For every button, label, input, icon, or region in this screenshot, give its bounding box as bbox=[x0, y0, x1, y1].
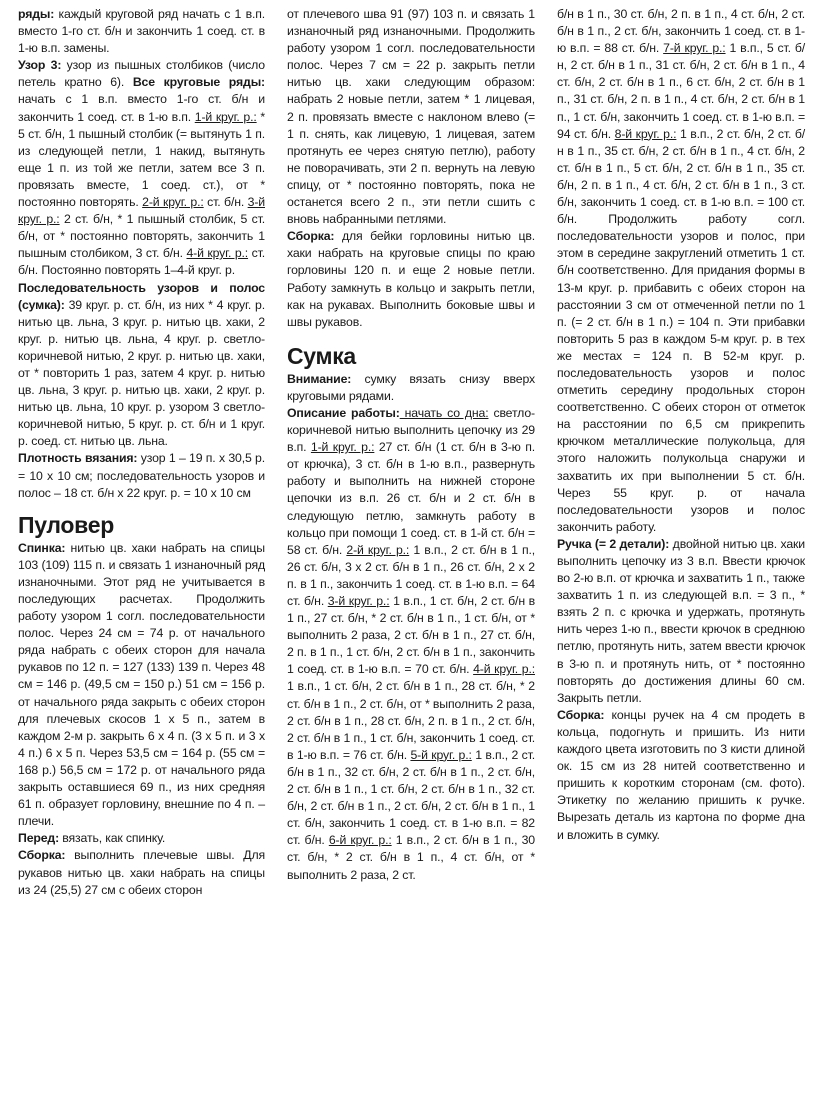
round-3-label: 3-й круг. р.: bbox=[18, 195, 265, 227]
paragraph-bag-assembly: Сборка: концы ручек на 4 см продеть в кольца, подогнуть и пришить. Из нити каждого цвета изготовить по 3 кисти длиной ок. 15 см из 28 нитей соответственно и пришить к коротким сторонам (см. фото). Этикетку по желанию пришить к ручке. Вырезать деталь из картона по форме дна и вложить в сумку. bbox=[557, 707, 805, 842]
paragraph-pattern-3: Узор 3: узор из пышных столбиков (число петель кратно 6). Все круговые ряды: начать с 1 в.п. вместо 1-го ст. б/н и закончить 1 соед. ст. в 1-ю в.п. 1-й круг. р.: * 5 ст. б/н, 1 пышный столбик (= вытянуть 1 п. из следующей петли, 1 накид, вытянуть еще 1 п. из той же петли, затем все 3 п. провязать вместе, 1 соед. ст.), от * постоянно повторять. 2-й круг. р.: ст. б/н. 3-й круг. р.: 2 ст. б/н, * 1 пышный столбик, 5 ст. б/н, от * постоянно повторять, закончить 1 пышным столбиком, 3 ст. б/н. 4-й круг. р.: ст. б/н. Постоянно повторять 1–4-й круг. р. bbox=[18, 58, 265, 278]
paragraph-front: Перед: вязать, как спинку. bbox=[18, 831, 166, 846]
label-back: Спинка: bbox=[18, 540, 66, 555]
paragraph-neckband: Сборка: для бейки горловины нитью цв. хаки набрать на круговые спицы по краю горловины 120 п. и еще 2 новые петли. Работу замкнуть в кольцо и закрыть петли, как на рукавах. Выполнить боковые швы и швы рукавов. bbox=[287, 229, 535, 329]
label-assembly: Сборка: bbox=[18, 848, 66, 863]
label-gauge: Плотность вязания: bbox=[18, 451, 138, 466]
paragraph-rows bbox=[18, 6, 265, 57]
label-pattern-3: Узор 3: bbox=[18, 58, 62, 73]
round-3-label: 3-й круг. р.: bbox=[327, 594, 390, 608]
paragraph-sleeves-cont: от плечевого шва 91 (97) 103 п. и связать 1 изнаночный ряд изнаночными. Продолжить работу узором 1 согл. последовательности полос. Через 7 см = 22 р. закрыть петли нитью цв. хаки следующим образом: набрать 2 новые петли, затем * 1 лицевая, 2 п. провязать вместе с наклоном влево (= 1 п. снять, как лицевую, 1 лицевая, затем протянуть ее через снятую петлю), работу не поворачивать, эти 2 п. вернуть на левую спицу, от * постоянно повторять, пока не останется всего 2 п., эти петли сшить с вновь набранными петлями. bbox=[287, 7, 535, 227]
round-4-label: 4-й круг. р.: bbox=[473, 662, 535, 677]
paragraph-work-description: Описание работы: начать со дна: светло-коричневой нитью выполнить цепочку из 29 в.п. 1-й круг. р.: 27 ст. б/н (1 ст. б/н в 3-ю п. от крючка), 3 ст. б/н в 1-ю в.п., развернуть работу и выполнить на нижней стороне цепочки из в.п. 26 ст. б/н и 2 ст. б/н в следующую петлю, замкнуть работу в кольцо при помощи 1 соед. ст. в 1-й ст. б/н = 58 ст. б/н. 2-й круг. р.: 1 в.п., 2 ст. б/н в 1 п., 26 ст. б/н, 3 х 2 ст. б/н в 1 п., 26 ст. б/н, 2 х 2 п. в 1 п., закончить 1 соед. ст. в 1-ю в.п. = 64 ст. б/н. 3-й круг. р.: 1 в.п., 1 ст. б/н, 2 ст. б/н в 1 п., 27 ст. б/н, * 2 ст. б/н в 1 п., 1 ст. б/н, от * выполнить 2 раза, 2 ст. б/н в 1 п., 27 ст. б/н, 2 п. в 1 п., 1 ст. б/н, 2 ст. б/н в 1 п., закончить 1 соед. ст. в 1-ю в.п. = 70 ст. б/н. 4-й круг. р.: 1 в.п., 1 ст. б/н, 2 ст. б/н в 1 п., 28 ст. б/н, * 2 ст. б/н в 1 п., 2 ст. б/н, от * выполнить 2 раза, 2 ст. б/н в 1 п., 28 ст. б/н, 2 п. в 1 п., 2 ст. б/н, 2 ст. б/н в 1 п., 1 ст. б/н, закончить 1 соед. ст. в 1-ю в.п. = 76 ст. б/н. 5-й круг. р.: 1 в.п., 2 ст. б/н в 1 п., 32 ст. б/н, 2 ст. б/н в 1 п., 2 ст. б/н, 2 ст. б/н в 1 п., 1 ст. б/н, 2 ст. б/н в 1 п., 32 ст. б/н, 2 ст. б/н в 1 п., 2 ст. б/н, 2 ст. б/н в 1 п., 1 ст. б/н, закончить 1 соед. ст. в 1-ю в.п. = 82 ст. б/н. 6-й круг. р.: 1 в.п., 2 ст. б/н в 1 п., 30 ст. б/н, * 2 ст. б/н в 1 п., 4 ст. б/н, от * выполнить 2 раза, 2 ст. bbox=[287, 405, 535, 882]
round-5-label: 5-й круг. р.: bbox=[410, 747, 472, 762]
round-4-label: 4-й круг. р.: bbox=[186, 246, 249, 261]
heading-bag: Сумка bbox=[287, 342, 356, 369]
round-8-label: 8-й круг. р.: bbox=[614, 126, 677, 141]
paragraph-back: Спинка: нитью цв. хаки набрать на спицы 103 (109) 115 п. и связать 1 изнаночный ряд изнаночными. Этот ряд не учитывается в последующих расчетах. Продолжить работу узором 1 согл. последовательности полос. Через 24 см = 74 р. от начального ряда набрать с обеих сторон для начала рукавов по 12 п. = 127 (133) 139 п. Через 48 см = 146 р. (49,5 см = 150 р.) 51 см = 156 р. от начального ряда закрыть с обеих сторон для плечевых скосов 1 х 5 п., затем в каждом 2-м р. закрыть 6 х 4 п. (3 х 5 п. и 3 х 4 п.) 6 х 5 п. Через 53,5 см = 164 р. (55 см = 168 р.) 56,5 см = 172 р. от начального ряда закрыть оставшиеся 69 п., из них средняя 61 п. образует горловину, внешние по 4 п. – плечи. bbox=[18, 540, 265, 829]
paragraph-attention: Внимание: сумку вязать снизу вверх круговыми рядами. bbox=[287, 371, 535, 403]
column-left bbox=[18, 6, 265, 899]
column-right bbox=[557, 6, 805, 844]
label-attention: Внимание: bbox=[287, 371, 352, 386]
paragraph-handle: Ручка (= 2 детали): двойной нитью цв. хаки выполнить цепочку из 3 в.п. Ввести крючок во 2-ю в.п. от крючка и захватить 1 п., также захватить 1 п. из следующей в.п. = 3 п., * взять 2 п. с крючка и удержать, протянуть нить через 1-ю п., ввести крючок в среднюю петлю, протянуть нить, затем ввести крючок в 3-ю п. и протянуть нить, от * постоянно повторять до достижения длины 60 см. Закрыть петли. bbox=[557, 536, 806, 705]
label-handle: Ручка (= 2 детали): bbox=[557, 536, 670, 551]
label-work-description: Описание работы: bbox=[287, 405, 400, 420]
column-middle bbox=[287, 6, 535, 884]
label-front: Перед: bbox=[18, 831, 60, 846]
round-2-label: 2-й круг. р.: bbox=[346, 542, 410, 557]
paragraph-sequence: Последовательность узоров и полос (сумка): 39 круг. р. ст. б/н, из них * 4 круг. р. нитью цв. льна, 3 круг. р. нитью цв. хаки, 2 круг. р. нитью цв. льна, 4 круг. р. светло-коричневой нитью, 2 круг. р. нитью цв. хаки, от * повторить 1 раз, затем 4 круг. р. нитью цв. льна, 3 круг. р. нитью цв. хаки, 2 круг. р. нитью цв. льна, 10 круг. р. узором 3 светло-коричневой нитью, 5 круг. р. ст. б/н и 1 круг. р. соед. ст. нитью цв. льна. bbox=[18, 280, 265, 449]
heading-pullover: Пуловер bbox=[18, 511, 114, 538]
label-sequence: Последовательность узоров и полос (сумка): bbox=[18, 280, 265, 312]
label-assembly: Сборка: bbox=[287, 229, 335, 244]
label-rows: ряды: bbox=[18, 7, 55, 21]
round-7-label: 7-й круг. р.: bbox=[663, 41, 726, 56]
text-rows: каждый круговой ряд начать с 1 в.п. вместо 1-го ст. б/н и закончить 1 соед. ст. в 1-ю в.п. замены. bbox=[18, 7, 265, 56]
round-1-label: 1-й круг. р.: bbox=[194, 109, 257, 124]
round-6-label: 6-й круг. р.: bbox=[328, 833, 392, 848]
label-assembly: Сборка: bbox=[557, 707, 605, 722]
round-1-label: 1-й круг. р.: bbox=[310, 440, 375, 455]
paragraph-gauge: Плотность вязания: узор 1 – 19 п. х 30,5 р. = 10 х 10 см; последовательность узоров и полос – 18 ст. б/н х 22 круг. р. = 10 х 10 см bbox=[18, 451, 265, 500]
paragraph-assembly-sleeves: Сборка: выполнить плечевые швы. Для рукавов нитью цв. хаки набрать на спицы из 24 (25,5) 27 см с обеих сторон bbox=[18, 848, 265, 897]
paragraph-rounds-cont: б/н в 1 п., 30 ст. б/н, 2 п. в 1 п., 4 ст. б/н, 2 ст. б/н в 1 п., 2 ст. б/н, закончить 1 соед. ст. в 1-ю в.п. = 88 ст. б/н. 7-й круг. р.: 1 в.п., 5 ст. б/н, 2 ст. б/н в 1 п., 31 ст. б/н, 2 ст. б/н в 1 п., 4 ст. б/н, 2 ст. б/н в 1 п., 6 ст. б/н, 2 ст. б/н в 1 п., 31 ст. б/н, 2 п. в 1 п., 4 ст. б/н, 2 ст. б/н в 1 п., 1 ст. б/н, закончить 1 соед. ст. в 1-ю в.п. = 94 ст. б/н. 8-й круг. р.: 1 в.п., 2 ст. б/н, 2 ст. б/н в 1 п., 35 ст. б/н, 2 ст. б/н в 1 п., 4 ст. б/н, 2 ст. б/н в 1 п., 5 ст. б/н, 2 ст. б/н в 1 п., 35 ст. б/н, 2 п. в 1 п., 4 ст. б/н, 2 ст. б/н в 1 п., 3 ст. б/н, закончить 1 соед. ст. в 1-ю в.п. = 100 ст. б/н. Продолжить работу согл. последовательности узоров и полос, при этом в середине закруглений отметить 1 ст. б/н соответственно. Для придания формы в 13-м круг. р. прибавить с обеих сторон на расстоянии 3 см от отмеченной петли по 1 п. (= 2 ст. б/н в 1 п.) = 104 п. Эти прибавки повторить 5 раз в каждом 5-м круг. р. в тех же местах = 124 п. В 52-м круг. р. последовательность узоров и полос отметить середину продольных сторон соответственно. С обеих сторон от отметок на расстоянии по 6,5 см прикрепить крючком металлические полукольца, для этого наложить полукольца снаружи и захватить их при выполнении 5 ст. б/н. Через 55 круг. р. от начала последовательности узоров и полос закончить работу. bbox=[557, 7, 805, 534]
round-2-label: 2-й круг. р.: bbox=[142, 195, 204, 210]
